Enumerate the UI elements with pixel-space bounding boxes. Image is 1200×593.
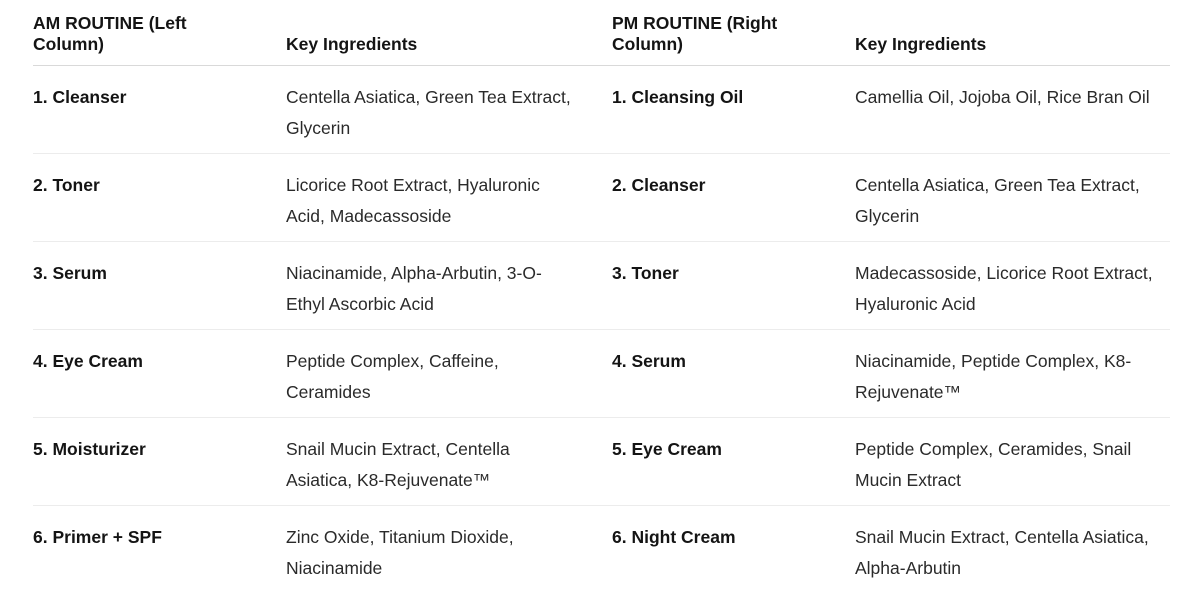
am-step: 4. Eye Cream bbox=[33, 351, 143, 371]
pm-step: 6. Night Cream bbox=[612, 527, 736, 547]
header-am-key-ingredients: Key Ingredients bbox=[286, 34, 418, 54]
pm-step: 4. Serum bbox=[612, 351, 686, 371]
header-am-routine: AM ROUTINE (Left Column) bbox=[33, 13, 187, 54]
am-ingredients: Centella Asiatica, Green Tea Extract, Glycerin bbox=[286, 87, 571, 138]
pm-ingredients: Snail Mucin Extract, Centella Asiatica, Alpha-Arbutin bbox=[855, 527, 1149, 578]
pm-ingredients: Peptide Complex, Ceramides, Snail Mucin Extract bbox=[855, 439, 1132, 490]
am-step: 1. Cleanser bbox=[33, 87, 127, 107]
am-ingredients: Niacinamide, Alpha-Arbutin, 3-O-Ethyl Ascorbic Acid bbox=[286, 263, 542, 314]
pm-step: 1. Cleansing Oil bbox=[612, 87, 744, 107]
am-ingredients: Peptide Complex, Caffeine, Ceramides bbox=[286, 351, 499, 402]
header-pm-key-ingredients: Key Ingredients bbox=[855, 34, 987, 54]
am-ingredients: Licorice Root Extract, Hyaluronic Acid, Madecassoside bbox=[286, 175, 540, 226]
table-header-row bbox=[33, 0, 1170, 66]
am-step: 6. Primer + SPF bbox=[33, 527, 162, 547]
table-row bbox=[33, 506, 1170, 593]
am-ingredients: Snail Mucin Extract, Centella Asiatica, K8-Rejuvenate™ bbox=[286, 439, 510, 490]
pm-ingredients: Niacinamide, Peptide Complex, K8-Rejuvenate™ bbox=[855, 351, 1132, 402]
pm-ingredients: Madecassoside, Licorice Root Extract, Hyaluronic Acid bbox=[855, 263, 1153, 314]
table-row bbox=[33, 242, 1170, 330]
pm-ingredients: Centella Asiatica, Green Tea Extract, Glycerin bbox=[855, 175, 1140, 226]
am-step: 3. Serum bbox=[33, 263, 107, 283]
am-step: 2. Toner bbox=[33, 175, 100, 195]
am-ingredients: Zinc Oxide, Titanium Dioxide, Niacinamide bbox=[286, 527, 514, 578]
table-row bbox=[33, 330, 1170, 418]
table-row bbox=[33, 418, 1170, 506]
pm-step: 5. Eye Cream bbox=[612, 439, 722, 459]
routine-table bbox=[33, 0, 1170, 593]
pm-ingredients: Camellia Oil, Jojoba Oil, Rice Bran Oil bbox=[855, 87, 1150, 107]
table-row bbox=[33, 66, 1170, 154]
pm-step: 2. Cleanser bbox=[612, 175, 706, 195]
pm-step: 3. Toner bbox=[612, 263, 679, 283]
header-pm-routine: PM ROUTINE (Right Column) bbox=[612, 13, 778, 54]
table-row bbox=[33, 154, 1170, 242]
am-step: 5. Moisturizer bbox=[33, 439, 146, 459]
